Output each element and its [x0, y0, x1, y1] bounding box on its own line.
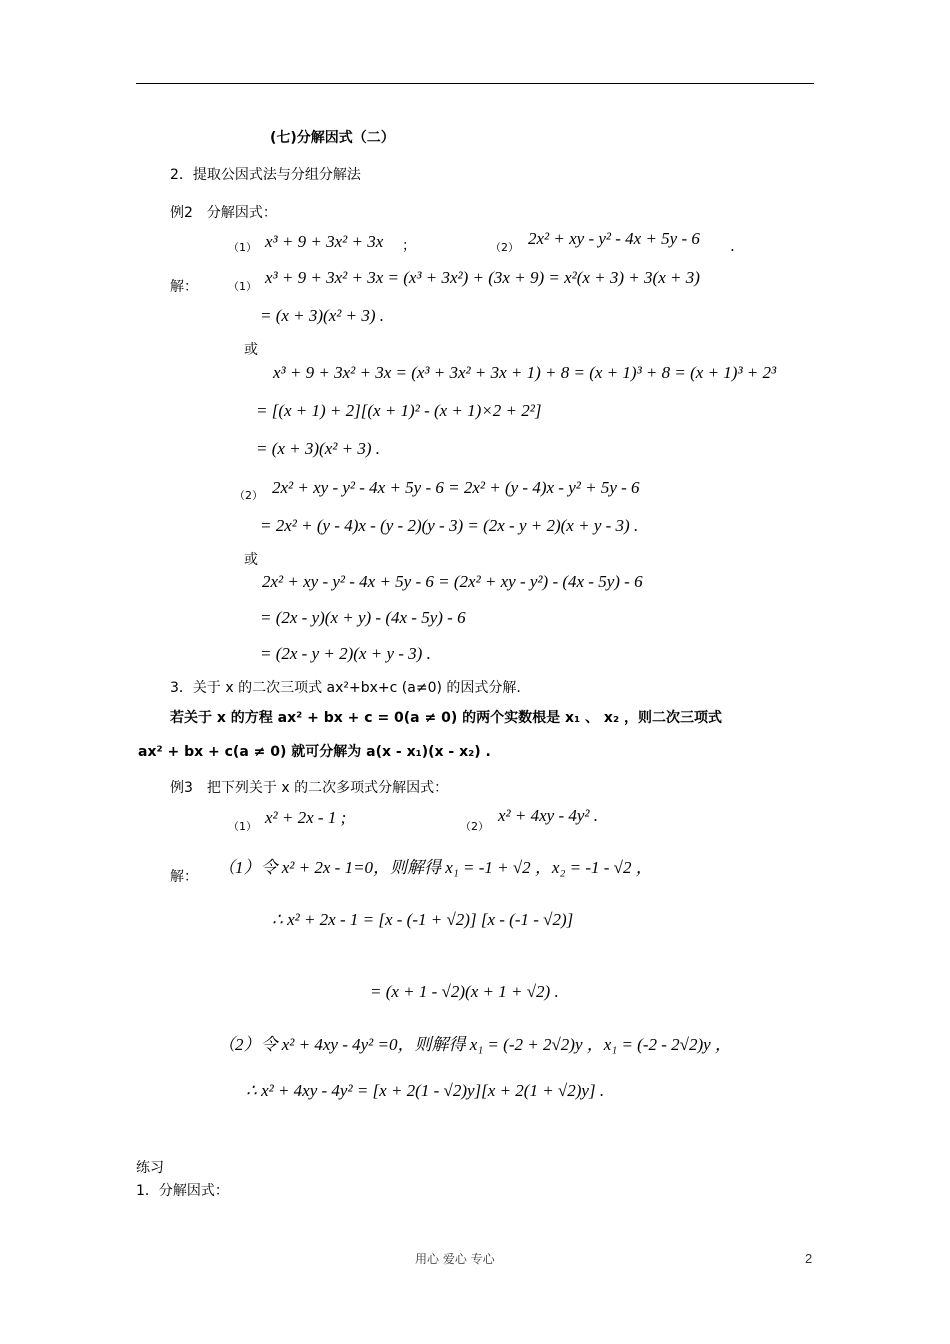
ex2-part2-number: （2） [490, 241, 519, 254]
sol2-line-3: x³ + 9 + 3x² + 3x = (x³ + 3x² + 3x + 1) + 8 = (x + 1)³ + 8 = (x + 1)³ + 2³ [273, 363, 777, 382]
sol2-line-1: x³ + 9 + 3x² + 3x = (x³ + 3x²) + (3x + 9) = x²(x + 3) + 3(x + 3) [265, 268, 700, 287]
page-number: 2 [805, 1251, 813, 1266]
ex2-part1-expression: x³ + 9 + 3x² + 3x [265, 232, 384, 251]
section-2-heading: 2．提取公因式法与分组分解法 [170, 167, 361, 183]
footer-text: 用心 爱心 专心 [415, 1252, 495, 1266]
sol2-or-1: 或 [244, 342, 258, 358]
ex3-part2-number: （2） [460, 820, 489, 833]
solution-2-label: 解： [170, 279, 198, 295]
sol3-line-1: （1）令 x² + 2x - 1=0，则解得 x₁ = -1 + √2 ，x₂ = -1 - √2 ， [218, 858, 653, 877]
sol2-line-6: 2x² + xy - y² - 4x + 5y - 6 = 2x² + (y - 4)x - y² + 5y - 6 [272, 478, 640, 497]
ex2-part2-end: . [730, 237, 735, 255]
sol2-or-2: 或 [244, 552, 258, 568]
sol3-line-4: （2）令 x² + 4xy - 4y² =0，则解得 x₁ = (-2 + 2√2)y ，x₁ = (-2 - 2√2)y ， [218, 1035, 732, 1054]
sol2-line-2: = (x + 3)(x² + 3) . [260, 306, 384, 325]
sol2-line-8: 2x² + xy - y² - 4x + 5y - 6 = (2x² + xy - y²) - (4x - 5y) - 6 [262, 572, 643, 591]
ex3-part1-number: （1） [228, 820, 257, 833]
sol2-line-10: = (2x - y + 2)(x + y - 3) . [260, 644, 431, 663]
ex2-part1-number: （1） [228, 241, 257, 254]
sol3-line-3: = (x + 1 - √2)(x + 1 + √2) . [370, 982, 559, 1001]
sol3-line-5: ∴ x² + 4xy - 4y² = [x + 2(1 - √2)y][x + 2(1 + √2)y] . [246, 1081, 605, 1100]
sol3-line-2: ∴ x² + 2x - 1 = [x - (-1 + √2)] [x - (-1 - √2)] [272, 910, 574, 929]
sol2-line-4: = [(x + 1) + 2][(x + 1)² - (x + 1)×2 + 2²] [256, 401, 542, 420]
practice-heading: 练习 [136, 1160, 164, 1176]
solution-3-label: 解： [170, 869, 198, 885]
sol2-line-5: = (x + 3)(x² + 3) . [256, 439, 380, 458]
theorem-line-2: ax² + bx + c(a ≠ 0) 就可分解为 a(x - x₁)(x - x₂) . [138, 744, 491, 760]
ex3-part1-expression: x² + 2x - 1 ; [265, 808, 347, 827]
ex2-part1-end: ； [402, 238, 416, 254]
sol2-part1-number: （1） [228, 280, 257, 293]
ex3-part2-expression: x² + 4xy - 4y² . [498, 806, 599, 825]
example-3-label: 例3 把下列关于 x 的二次多项式分解因式： [170, 780, 449, 796]
ex2-part2-expression: 2x² + xy - y² - 4x + 5y - 6 [528, 229, 700, 248]
header-rule [136, 83, 814, 84]
sol2-line-7: = 2x² + (y - 4)x - (y - 2)(y - 3) = (2x - y + 2)(x + y - 3) . [260, 516, 639, 535]
practice-item-1: 1．分解因式： [136, 1183, 229, 1199]
theorem-line-1: 若关于 x 的方程 ax² + bx + c = 0(a ≠ 0) 的两个实数根是 x₁ 、 x₂ ，则二次三项式 [170, 710, 722, 726]
section-3-heading: 3．关于 x 的二次三项式 ax²+bx+c (a≠0) 的因式分解. [170, 680, 521, 696]
section-title: (七)分解因式（二） [270, 130, 395, 146]
sol2-line-9: = (2x - y)(x + y) - (4x - 5y) - 6 [260, 608, 466, 627]
example-2-label: 例2 分解因式： [170, 205, 277, 221]
sol2-part2-number: （2） [234, 489, 263, 502]
